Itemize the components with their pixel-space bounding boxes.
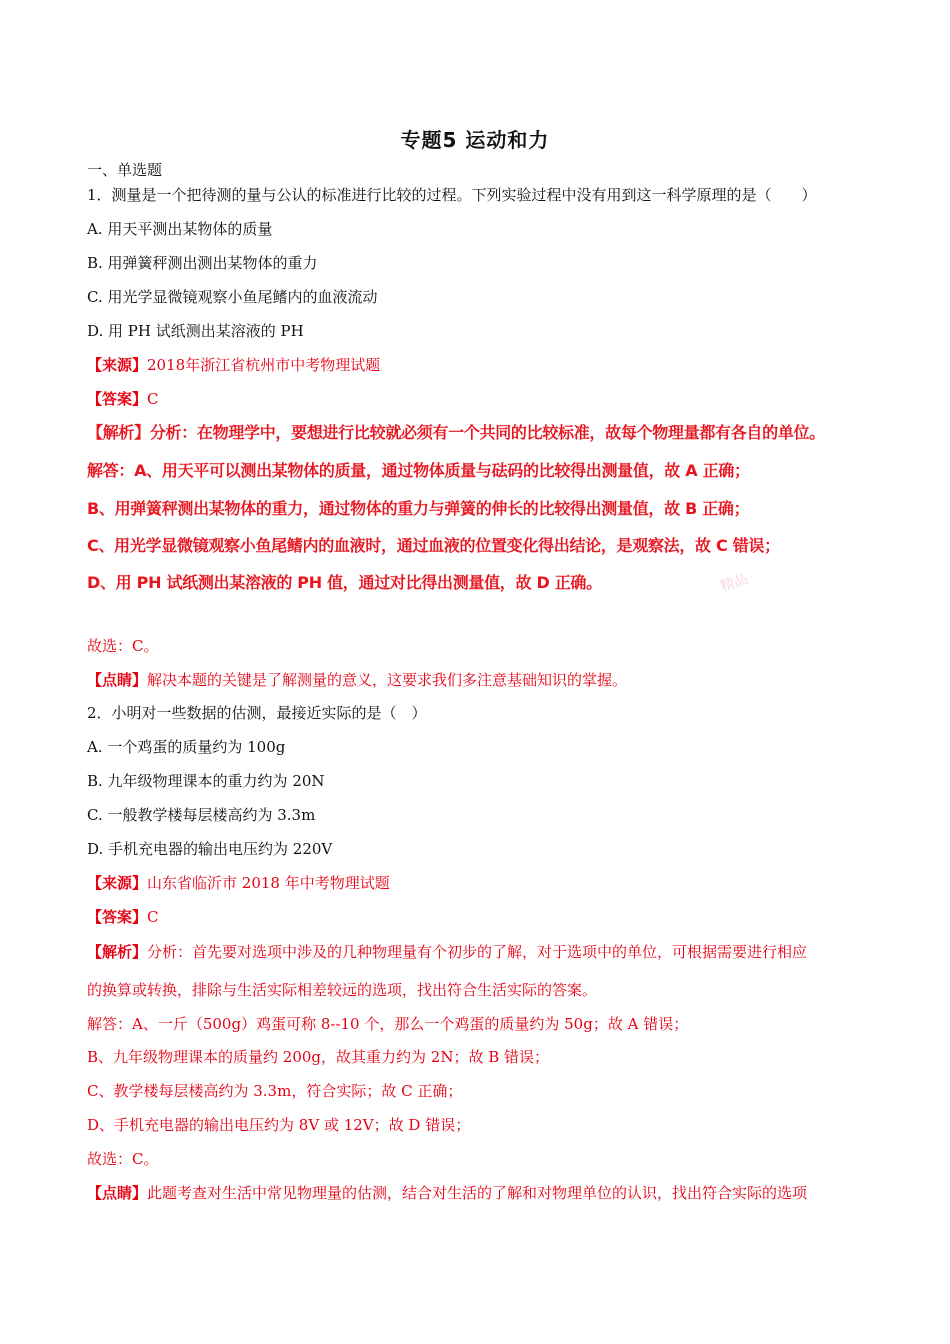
q1-comment-tag: 【点睛】 (87, 671, 148, 689)
q1-analysis-tag: 【解析】 (87, 423, 150, 442)
watermark: 精品 (718, 571, 751, 595)
q1-source-text: 2018年浙江省杭州市中考物理试题 (147, 356, 381, 374)
q1-source-tag: 【来源】 (87, 356, 148, 374)
q2-answer-tag: 【答案】 (87, 908, 148, 926)
q1-stem: 1．测量是一个把待测的量与公认的标准进行比较的过程。下列实验过程中没有用到这一科学原理的是（ ） (87, 186, 817, 204)
q1-option-b: B. 用弹簧秤测出测出某物体的重力 (87, 254, 318, 272)
q2-analysis-text-1: 分析：首先要对选项中涉及的几种物理量有个初步的了解，对于选项中的单位，可根据需要进行相应 (147, 943, 808, 961)
q2-answer (87, 907, 159, 927)
q2-analysis-4: C、教学楼每层楼高约为 3.3m，符合实际；故 C 正确； (87, 1082, 463, 1100)
q2-option-d: D. 手机充电器的输出电压约为 220V (87, 840, 333, 858)
q2-analysis-2: 解答：A、一斤（500g）鸡蛋可称 8--10 个，那么一个鸡蛋的质量约为 50g；故 A 错误； (87, 1015, 689, 1033)
q1-source (87, 355, 380, 375)
q2-comment-tag: 【点睛】 (87, 1184, 148, 1202)
q2-choose: 故选：C。 (87, 1150, 159, 1168)
q1-analysis-3: B、用弹簧秤测出某物体的重力，通过物体的重力与弹簧的伸长的比较得出测量值，故 B 正确； (87, 499, 750, 518)
q2-analysis-3: B、九年级物理课本的质量约 200g，故其重力约为 2N；故 B 错误； (87, 1048, 550, 1066)
q2-comment (87, 1183, 807, 1203)
q1-analysis-text-1: 分析：在物理学中，要想进行比较就必须有一个共同的比较标准，故每个物理量都有各自的单位。 (149, 423, 825, 442)
q1-analysis-4: C、用光学显微镜观察小鱼尾鳍内的血液时，通过血液的位置变化得出结论，是观察法，故 C 错误； (87, 536, 780, 555)
q2-comment-text: 此题考查对生活中常见物理量的估测，结合对生活的了解和对物理单位的认识，找出符合实际的选项 (147, 1184, 808, 1202)
section-heading: 一、单选题 (87, 161, 163, 179)
page-title: 专题5 运动和力 (400, 128, 550, 152)
q2-stem: 2．小明对一些数据的估测，最接近实际的是（ ） (87, 704, 427, 722)
q1-analysis-1 (87, 423, 825, 443)
q1-choose: 故选：C。 (87, 637, 159, 655)
q1-comment (87, 670, 627, 690)
q1-comment-text: 解决本题的关键是了解测量的意义，这要求我们多注意基础知识的掌握。 (147, 671, 628, 689)
q2-analysis-tag: 【解析】 (87, 943, 148, 961)
q2-answer-text: C (147, 908, 159, 926)
q1-option-d: D. 用 PH 试纸测出某溶液的 PH (87, 322, 304, 340)
q1-answer (87, 389, 159, 409)
q2-analysis-1b: 的换算或转换，排除与生活实际相差较远的选项，找出符合生活实际的答案。 (87, 981, 598, 999)
q1-option-a: A. 用天平测出某物体的质量 (87, 220, 273, 238)
q1-analysis-2: 解答：A、用天平可以测出某物体的质量，通过物体质量与砝码的比较得出测量值，故 A 正确； (87, 461, 750, 480)
q2-source-tag: 【来源】 (87, 874, 148, 892)
q1-option-c: C. 用光学显微镜观察小鱼尾鳍内的血液流动 (87, 288, 378, 306)
q2-source-text: 山东省临沂市 2018 年中考物理试题 (147, 874, 390, 892)
q2-option-c: C. 一般教学楼每层楼高约为 3.3m (87, 806, 316, 824)
q2-analysis-1 (87, 942, 807, 962)
q1-analysis-5: D、用 PH 试纸测出某溶液的 PH 值，通过对比得出测量值，故 D 正确。 (87, 573, 602, 592)
q1-answer-tag: 【答案】 (87, 390, 148, 408)
q2-analysis-5: D、手机充电器的输出电压约为 8V 或 12V；故 D 错误； (87, 1116, 471, 1134)
q2-option-b: B. 九年级物理课本的重力约为 20N (87, 772, 325, 790)
q1-answer-text: C (147, 390, 159, 408)
q2-source (87, 873, 390, 893)
q2-option-a: A. 一个鸡蛋的质量约为 100g (87, 738, 286, 756)
